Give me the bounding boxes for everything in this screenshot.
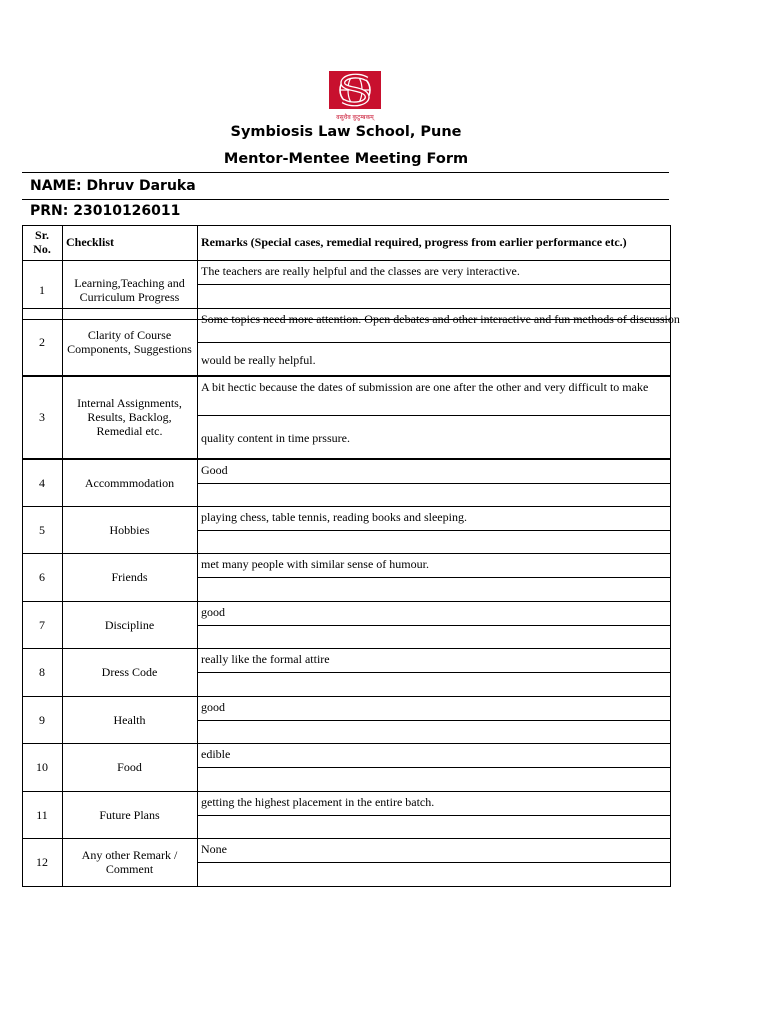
remark-cell bbox=[197, 459, 671, 484]
row-number: 11 bbox=[36, 807, 48, 822]
remark-cell bbox=[197, 625, 671, 649]
checklist-item: Food bbox=[117, 760, 142, 774]
checklist-item: Friends bbox=[111, 570, 148, 584]
remark-text: The teachers are really helpful and the classes are very interactive. bbox=[201, 264, 520, 278]
remark-cell bbox=[197, 767, 671, 792]
row-number: 6 bbox=[39, 570, 45, 584]
form-title: Mentor-Mentee Meeting Form bbox=[223, 151, 469, 167]
divider-top bbox=[22, 172, 669, 173]
university-logo bbox=[327, 70, 383, 122]
remark-text: would be really helpful. bbox=[201, 352, 316, 367]
checklist-item: Accommmodation bbox=[84, 475, 175, 490]
divider-name bbox=[22, 199, 669, 200]
name-label: NAME: bbox=[30, 178, 82, 194]
checklist-table bbox=[22, 225, 680, 886]
remark-text: Some topics need more attention. Open debates and other interactive and fun methods of discussion bbox=[201, 312, 680, 326]
row-number: 4 bbox=[39, 475, 45, 490]
remark-cell bbox=[197, 601, 671, 626]
remark-cell bbox=[197, 577, 671, 602]
row-number: 12 bbox=[36, 855, 48, 869]
column-header-sr: Sr. No. bbox=[33, 228, 51, 256]
remark-text: edible bbox=[201, 747, 231, 761]
remark-cell bbox=[197, 743, 671, 768]
checklist-item: Clarity of Course Components, Suggestions bbox=[67, 327, 192, 356]
remark-cell bbox=[197, 530, 671, 554]
remark-cell bbox=[197, 862, 671, 887]
remark-text: really like the formal attire bbox=[201, 652, 330, 666]
checklist-item: Discipline bbox=[104, 617, 155, 632]
name-field bbox=[30, 178, 196, 194]
prn-field bbox=[30, 203, 180, 219]
remark-text: A bit hectic because the dates of submission are one after the other and very difficult to make bbox=[201, 380, 649, 394]
remark-cell bbox=[197, 672, 671, 697]
checklist-item: Health bbox=[113, 712, 146, 727]
remark-text: quality content in time prssure. bbox=[201, 430, 350, 445]
prn-label: PRN: bbox=[30, 203, 69, 219]
row-number: 1 bbox=[39, 282, 45, 297]
remark-text: None bbox=[201, 842, 227, 856]
column-header-remarks: Remarks (Special cases, remedial required, progress from earlier performance etc.) bbox=[201, 235, 627, 249]
checklist-item: Future Plans bbox=[99, 807, 160, 822]
remark-cell bbox=[197, 838, 671, 863]
row-number: 10 bbox=[36, 760, 48, 774]
remark-text: Good bbox=[201, 463, 228, 477]
school-name: Symbiosis Law School, Pune bbox=[230, 124, 462, 140]
row-number: 7 bbox=[39, 617, 45, 632]
remark-cell bbox=[197, 815, 671, 839]
remark-text: good bbox=[201, 700, 225, 714]
remark-text: good bbox=[201, 605, 225, 619]
row-number: 3 bbox=[39, 410, 45, 424]
row-number: 2 bbox=[39, 334, 45, 349]
column-header-checklist: Checklist bbox=[66, 235, 114, 249]
remark-cell bbox=[197, 483, 671, 507]
row-number: 8 bbox=[39, 665, 45, 679]
checklist-item: Dress Code bbox=[101, 665, 158, 679]
logo-motto: वसुधैव कुटुम्बकम् bbox=[336, 114, 374, 121]
checklist-item: Internal Assignments, Results, Backlog, Remedial etc. bbox=[77, 396, 182, 438]
prn-value: 23010126011 bbox=[73, 203, 181, 219]
checklist-item: Any other Remark / Comment bbox=[81, 848, 178, 876]
remark-text: playing chess, table tennis, reading books and sleeping. bbox=[201, 510, 467, 524]
remark-text: met many people with similar sense of humour. bbox=[201, 557, 429, 571]
name-value: Dhruv Daruka bbox=[86, 178, 196, 194]
checklist-item: Hobbies bbox=[109, 522, 150, 537]
row-number: 9 bbox=[39, 712, 45, 727]
row-number: 5 bbox=[39, 522, 45, 537]
remark-cell bbox=[197, 696, 671, 721]
checklist-item: Learning,Teaching and Curriculum Progress bbox=[74, 275, 185, 304]
remark-text: getting the highest placement in the entire batch. bbox=[201, 795, 435, 809]
remark-cell bbox=[197, 720, 671, 744]
